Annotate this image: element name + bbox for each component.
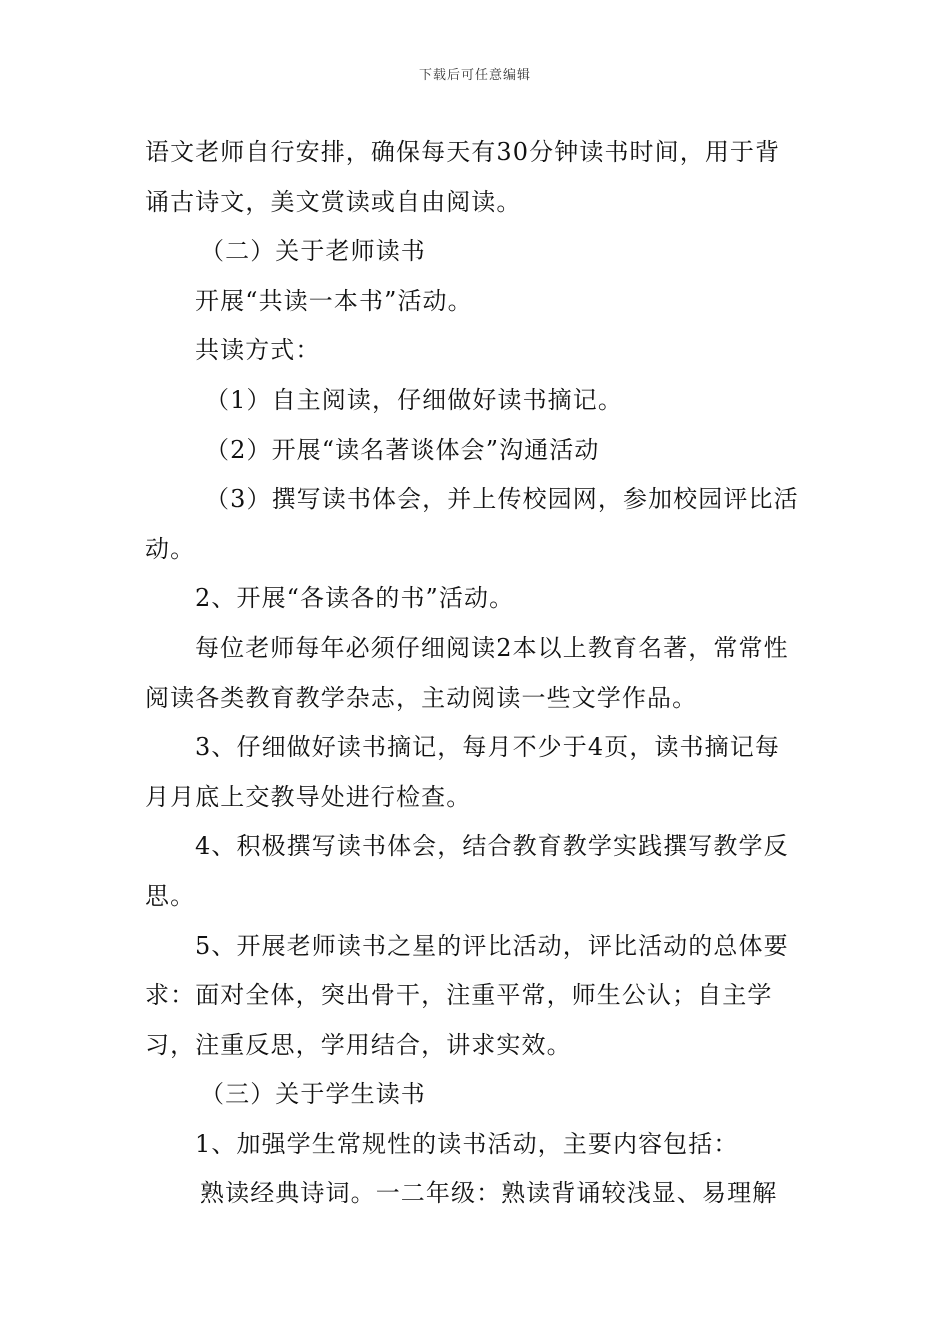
- list-item: 2、开展“各读各的书”活动。: [195, 584, 515, 613]
- paragraph-line: 语文老师自行安排，确保每天有30分钟读书时间，用于背: [145, 138, 781, 166]
- section-heading: （三）关于学生读书: [200, 1080, 426, 1109]
- paragraph-line: 诵古诗文，美文赏读或自由阅读。: [145, 187, 522, 216]
- list-item: 4、积极撰写读书体会，结合教育教学实践撰写教学反: [195, 832, 789, 861]
- paragraph-line: 习，注重反思，学用结合，讲求实效。: [145, 1030, 572, 1059]
- paragraph-line: 求：面对全体，突出骨干，注重平常，师生公认；自主学: [145, 981, 773, 1010]
- paragraph-line: 月月底上交教导处进行检查。: [145, 782, 472, 811]
- paragraph-line: 阅读各类教育教学杂志，主动阅读一些文学作品。: [145, 683, 698, 712]
- paragraph-line: 每位老师每年必须仔细阅读2本以上教育名著，常常性: [195, 633, 789, 662]
- paragraph-line: 开展“共读一本书”活动。: [195, 286, 473, 315]
- page-header: 下载后可任意编辑: [418, 68, 531, 83]
- paragraph-line: 共读方式：: [195, 336, 321, 365]
- section-heading: （二）关于老师读书: [200, 237, 426, 266]
- list-item: 5、开展老师读书之星的评比活动，评比活动的总体要: [195, 931, 789, 960]
- document-body: [145, 128, 810, 1219]
- list-item: （2）开展“读名著谈体会”沟通活动: [205, 435, 600, 464]
- list-item: （1）自主阅读，仔细做好读书摘记。: [205, 385, 623, 414]
- paragraph-line: 熟读经典诗词。一二年级：熟读背诵较浅显、易理解: [200, 1179, 778, 1208]
- paragraph-line: 思。: [145, 881, 196, 910]
- paragraph-line: 动。: [145, 534, 196, 563]
- list-item: 3、仔细做好读书摘记，每月不少于4页，读书摘记每: [195, 733, 780, 762]
- list-item: 1、加强学生常规性的读书活动，主要内容包括：: [195, 1129, 739, 1158]
- list-item: （3）撰写读书体会，并上传校园网，参加校园评比活: [205, 485, 799, 514]
